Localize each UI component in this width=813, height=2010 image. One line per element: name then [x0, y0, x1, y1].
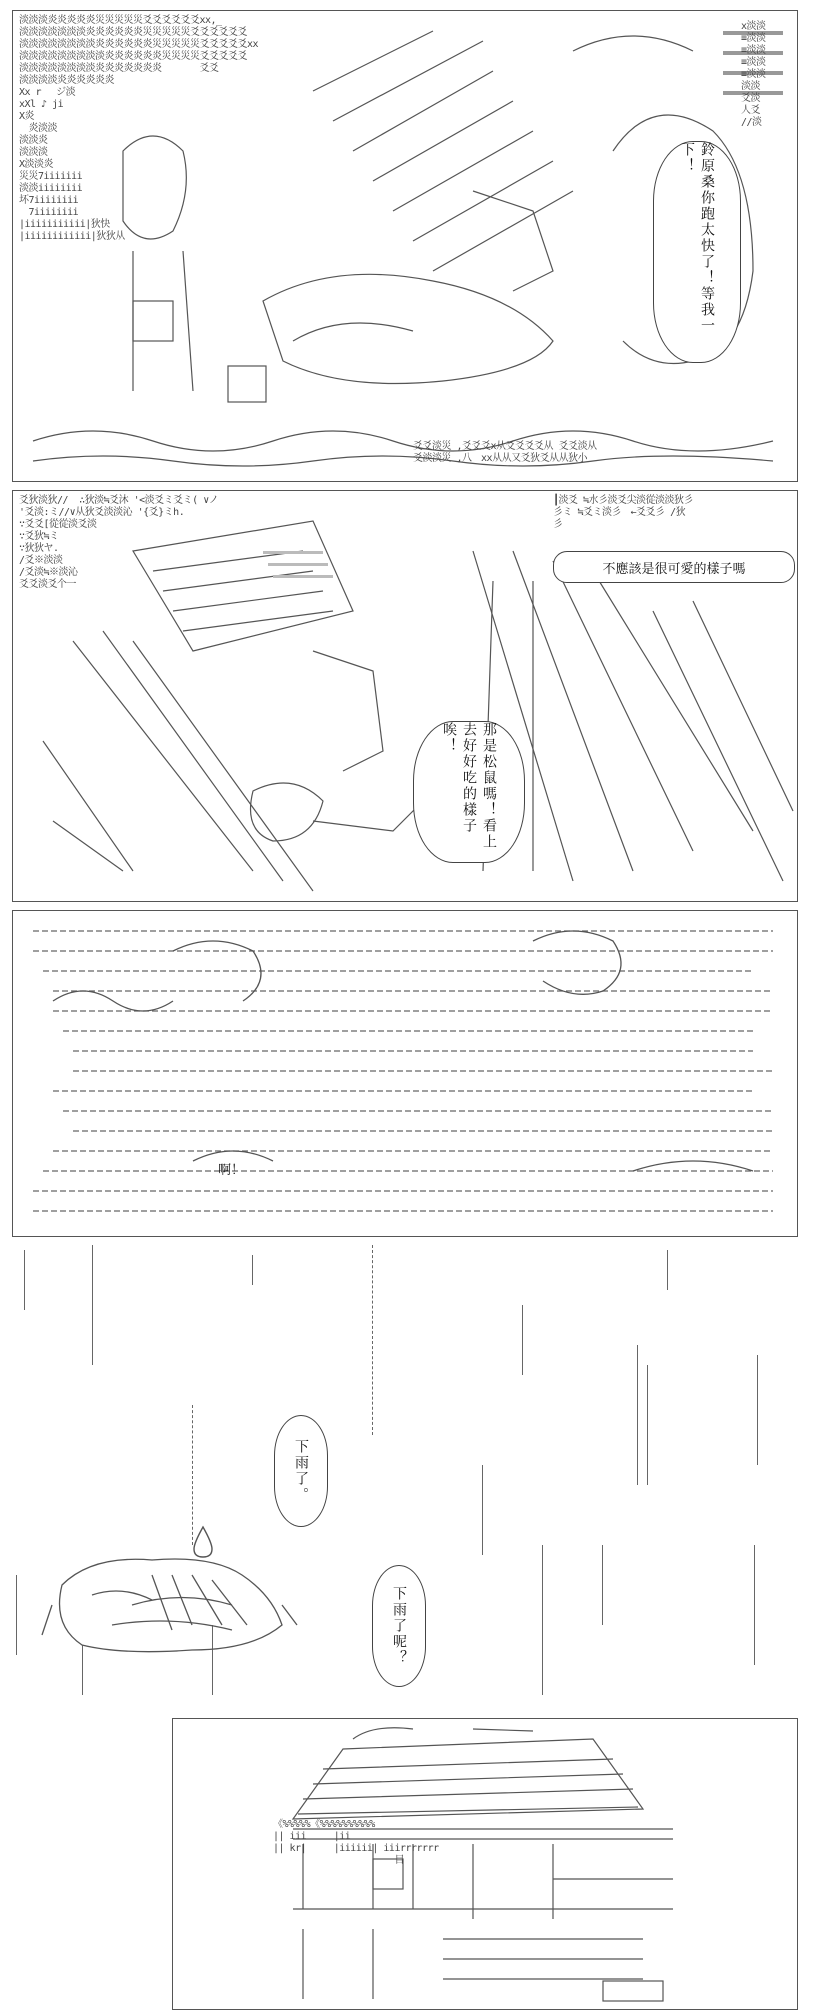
panel-4-speech-text-2: 下雨了呢？	[391, 1586, 407, 1666]
panel-3-exclamation: 啊！	[218, 1163, 245, 1178]
rain-streak	[92, 1245, 93, 1365]
rain-streak	[754, 1545, 755, 1665]
panel-3	[12, 910, 798, 1237]
panel-2-speech-text-top: 不應該是很可愛的樣子嗎	[602, 561, 746, 577]
panel-4	[12, 1245, 796, 1705]
panel-2	[12, 490, 798, 902]
panel-2-speech-bubble-top	[553, 551, 795, 583]
panel-2-speech-bubble-center	[413, 721, 525, 863]
rain-streak	[647, 1365, 648, 1485]
panel-4-speech-bubble-2	[372, 1565, 426, 1687]
panel-2-ascii-art-top-right: ┃淡爻 ≒水彡淡爻尖淡從淡淡狄彡 彡ミ ≒爻ミ淡彡 ←爻爻彡 /狄 彡	[553, 495, 694, 530]
panel-1-speech-text: 鈴原桑你跑太快了！等我一下！	[679, 142, 715, 334]
panel-4-speech-bubble-1	[274, 1415, 328, 1527]
panel-1-ascii-art-bottom: 爻爻淡災 ,爻爻爻x从爻爻爻爻从 爻爻淡从 爻淡淡災 ,八 xx从从又爻狄爻从从狄小	[413, 441, 597, 464]
rain-streak	[482, 1465, 483, 1555]
panel-5	[172, 1718, 798, 2010]
rain-streak	[16, 1575, 17, 1655]
rain-streak	[372, 1245, 373, 1435]
panel-1-ascii-art-left: 淡淡淡炎炎炎炎炎災災災災災爻爻爻爻爻爻xx,_ 淡淡淡淡淡淡淡炎炎炎炎炎炎災災災災災爻爻爻爻爻爻 淡淡淡淡淡淡淡淡炎炎炎炎炎炎災災災災災爻爻爻爻爻xx 淡淡淡淡淡淡淡淡淡炎炎炎炎炎炎災災災災爻爻爻爻爻 淡淡淡淡淡淡淡淡炎炎炎炎炎炎炎 爻爻 淡淡淡淡炎炎炎炎炎炎 Xx r ジ淡 xXl ♪ ji X炎 炎淡淡 淡淡炎 淡淡淡 X淡淡炎 災災7iiiiiii 淡淡iiiiiiii 坏7iiiiiiii 7iiiiiiii |iiiiiiiiiii|狄快 |iiiiiiiiiiii|狄狄从	[19, 15, 259, 242]
panel-2-speech-text-center: 那是松鼠嗎！看上去好好吃的樣子唉！	[441, 722, 497, 850]
rain-streak	[522, 1305, 523, 1375]
panel-1	[12, 10, 798, 482]
panel-5-ascii-art-roof: 《%%%%%《%%%%%%%%%% || iii |ii || kr| |iiiiii| iiirrrrrrr 目	[273, 1819, 439, 1866]
rain-streak	[542, 1545, 543, 1695]
panel-1-ascii-art-right: x淡淡 ≡淡淡 ≡淡淡 ≡淡淡 ≡淡淡 淡淡 爻淡 人爻 //淡	[741, 21, 766, 128]
rain-streak	[602, 1545, 603, 1625]
panel-3-art	[13, 911, 797, 1236]
creature-art	[32, 1545, 302, 1665]
panel-2-ascii-art-top: 爻狄淡狄// ∴狄淡≒爻沐 '<淡爻ミ爻ミ( ∨ノ '爻淡:ミ//∨从狄爻淡淡沁 '{爻}ミh. ∵爻爻[從從淡爻淡 ∵爻狄≒ミ ∵狄狄ヤ. /爻※淡淡 /爻淡≒※淡沁 爻爻淡爻个一	[19, 495, 219, 590]
rain-streak	[667, 1250, 668, 1290]
rain-streak	[192, 1405, 193, 1545]
rain-streak	[24, 1250, 25, 1310]
rain-streak	[637, 1345, 638, 1485]
rain-streak	[757, 1355, 758, 1465]
panel-1-speech-bubble	[653, 141, 741, 363]
panel-4-speech-text-1: 下雨了。	[293, 1439, 309, 1503]
panel-5-house-art	[173, 1719, 797, 2009]
rain-streak	[252, 1255, 253, 1285]
